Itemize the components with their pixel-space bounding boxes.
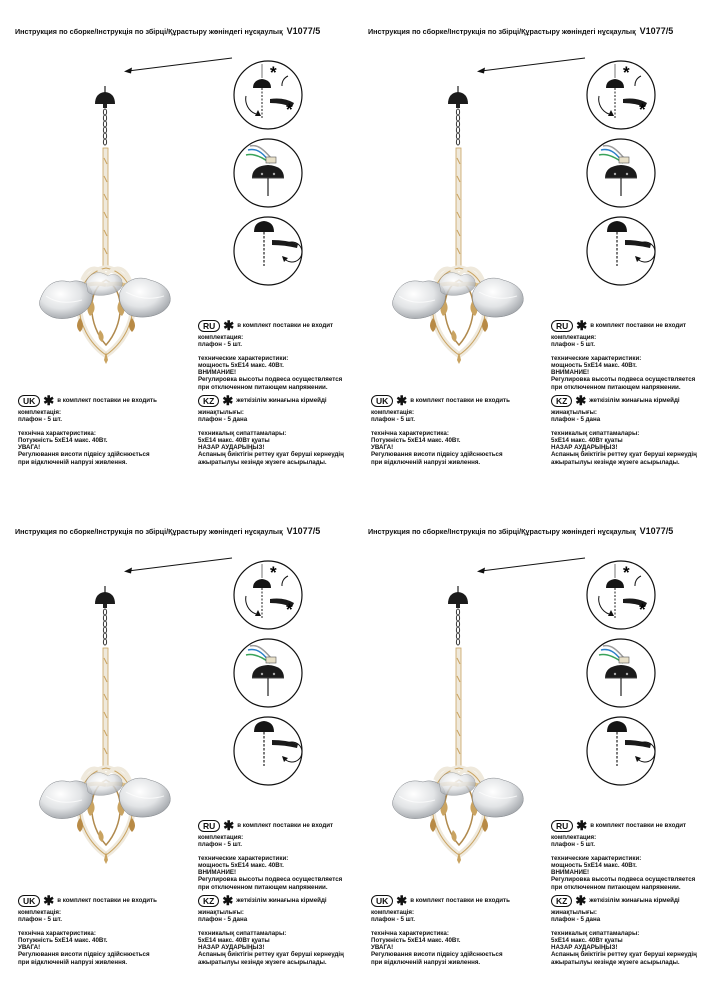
- kz-line-4: техникалық сипаттамалары:: [551, 929, 640, 937]
- chain-adjust-icon: [234, 717, 302, 785]
- asterisk-icon: *: [639, 100, 646, 119]
- kz-line-7: Аспаның биіктігін реттеу қуат беруші кернеудің: [551, 451, 697, 459]
- ru-line-0: в комплект поставки не входит: [237, 322, 334, 330]
- kz-line-7: Аспаның биіктігін реттеу қуат беруші кернеудің: [198, 451, 344, 459]
- uk-line-4: технічна характеристика:: [371, 929, 449, 937]
- uk-instructions: [371, 395, 510, 466]
- kz-line-0: жеткізілім жинағына кірмейді: [589, 397, 680, 405]
- asterisk-icon: *: [286, 600, 293, 619]
- asterisk-icon: ✱: [575, 893, 587, 908]
- uk-line-2: плафон - 5 шт.: [371, 916, 415, 924]
- kz-line-8: ажыратылуы кезінде жүзеге асырылады.: [198, 958, 327, 966]
- wire-connection-icon: [234, 639, 302, 707]
- wire-connection-icon: [587, 639, 655, 707]
- ceiling-canopy-icon: [448, 586, 468, 608]
- chain: [103, 109, 106, 145]
- uk-badge: UK: [371, 395, 393, 407]
- uk-line-1: комплектація:: [371, 409, 415, 416]
- ru-line-7: Регулировка высоты подвеса осуществляется: [198, 876, 343, 884]
- instruction-panel: [353, 0, 706, 500]
- uk-line-6: УВАГА!: [18, 444, 41, 452]
- kz-line-1: жинақтылығы:: [198, 909, 244, 916]
- asterisk-icon: *: [623, 563, 630, 582]
- ru-line-7: Регулировка высоты подвеса осуществляется: [551, 876, 696, 884]
- model-number: V1077/5: [286, 26, 321, 36]
- chain-adjust-icon: [234, 217, 302, 285]
- ru-line-1: комплектация:: [551, 334, 597, 341]
- title-text: Инструкция по сборке/Інструкція по збірці/Құрастыру жөніндегі нұсқаулық: [15, 527, 283, 536]
- chain-adjust-icon: [587, 717, 655, 785]
- ru-line-0: в комплект поставки не входит: [590, 322, 687, 330]
- ru-badge: RU: [198, 820, 220, 832]
- kz-line-2: плафон - 5 дана: [198, 416, 248, 424]
- ru-line-4: технические характеристики:: [551, 854, 642, 862]
- uk-line-5: Потужність 5xE14 макс. 40Вт.: [371, 436, 461, 444]
- kz-line-6: НАЗАР АУДАРЫҢЫЗ!: [551, 444, 618, 452]
- title-text: Инструкция по сборке/Інструкція по збірці/Құрастыру жөніндегі нұсқаулық: [368, 527, 636, 536]
- uk-line-6: УВАГА!: [371, 444, 394, 452]
- ru-line-5: мощность 5xE14 макс. 40Вт.: [198, 861, 284, 869]
- ru-instructions: [551, 820, 695, 891]
- uk-instructions: [18, 895, 157, 966]
- ru-line-4: технические характеристики:: [198, 354, 289, 362]
- instruction-panel: [0, 0, 353, 500]
- kz-line-1: жинақтылығы:: [551, 409, 597, 416]
- uk-line-6: УВАГА!: [371, 944, 394, 952]
- chain: [456, 109, 459, 145]
- asterisk-icon: ✱: [43, 893, 55, 908]
- uk-line-4: технічна характеристика:: [18, 429, 96, 437]
- ru-line-1: комплектация:: [198, 334, 244, 341]
- ru-line-7: Регулировка высоты подвеса осуществляется: [551, 376, 696, 384]
- uk-instructions: [371, 895, 510, 966]
- uk-line-1: комплектація:: [18, 409, 62, 416]
- pointer-arrow: [477, 558, 585, 574]
- ru-line-8: при отключенном питающем напряжении.: [198, 383, 328, 391]
- model-number: V1077/5: [639, 26, 674, 36]
- kz-line-7: Аспаның биіктігін реттеу қуат беруші кернеудің: [198, 951, 344, 959]
- chandelier-illustration: [39, 148, 170, 364]
- ru-line-2: плафон - 5 шт.: [198, 341, 242, 349]
- kz-line-1: жинақтылығы:: [551, 909, 597, 916]
- ru-line-4: технические характеристики:: [198, 854, 289, 862]
- ru-line-0: в комплект поставки не входит: [237, 822, 334, 830]
- ru-line-2: плафон - 5 шт.: [551, 841, 595, 849]
- kz-instructions: [198, 895, 344, 966]
- ru-line-6: ВНИМАНИЕ!: [551, 369, 590, 377]
- uk-line-2: плафон - 5 шт.: [18, 416, 62, 424]
- chandelier-illustration: [392, 648, 523, 864]
- uk-line-2: плафон - 5 шт.: [18, 916, 62, 924]
- uk-badge: UK: [371, 895, 393, 907]
- ru-line-6: ВНИМАНИЕ!: [198, 869, 237, 877]
- kz-line-8: ажыратылуы кезінде жүзеге асырылады.: [551, 958, 680, 966]
- uk-instructions: [18, 395, 157, 466]
- instruction-panel: [353, 500, 706, 1000]
- asterisk-icon: ✱: [223, 318, 235, 333]
- uk-line-2: плафон - 5 шт.: [371, 416, 415, 424]
- ru-instructions: [551, 320, 695, 391]
- uk-line-7: Регулювання висоти підвісу здійснюється: [18, 951, 150, 959]
- kz-line-8: ажыратылуы кезінде жүзеге асырылады.: [198, 458, 327, 466]
- uk-line-0: в комплект поставки не входить: [410, 397, 510, 405]
- uk-line-0: в комплект поставки не входить: [57, 397, 157, 405]
- ru-line-7: Регулировка высоты подвеса осуществляется: [198, 376, 343, 384]
- kz-line-0: жеткізілім жинағына кірмейді: [589, 897, 680, 905]
- wire-connection-icon: [234, 139, 302, 207]
- ru-line-5: мощность 5xE14 макс. 40Вт.: [551, 361, 637, 369]
- ceiling-canopy-icon: [95, 586, 115, 608]
- pointer-arrow: [124, 558, 232, 574]
- kz-line-4: техникалық сипаттамалары:: [198, 929, 287, 937]
- kz-line-6: НАЗАР АУДАРЫҢЫЗ!: [198, 444, 265, 452]
- kz-line-5: 5xE14 макс. 40Вт қуаты: [551, 936, 623, 944]
- asterisk-icon: ✱: [223, 818, 235, 833]
- uk-line-5: Потужність 5xE14 макс. 40Вт.: [18, 436, 108, 444]
- kz-line-0: жеткізілім жинағына кірмейді: [236, 397, 327, 405]
- uk-line-0: в комплект поставки не входить: [57, 897, 157, 905]
- uk-line-7: Регулювання висоти підвісу здійснюється: [371, 951, 503, 959]
- uk-line-6: УВАГА!: [18, 944, 41, 952]
- kz-badge: KZ: [198, 895, 219, 907]
- ru-line-0: в комплект поставки не входит: [590, 822, 687, 830]
- kz-line-6: НАЗАР АУДАРЫҢЫЗ!: [198, 944, 265, 952]
- kz-line-1: жинақтылығы:: [198, 409, 244, 416]
- ru-line-5: мощность 5xE14 макс. 40Вт.: [198, 361, 284, 369]
- instruction-panel: [0, 500, 353, 1000]
- asterisk-icon: ✱: [396, 893, 408, 908]
- asterisk-icon: *: [286, 100, 293, 119]
- ceiling-canopy-icon: [95, 86, 115, 108]
- ru-badge: RU: [551, 320, 573, 332]
- kz-badge: KZ: [198, 395, 219, 407]
- ru-badge: RU: [551, 820, 573, 832]
- asterisk-icon: *: [623, 63, 630, 82]
- asterisk-icon: ✱: [576, 318, 588, 333]
- uk-line-8: при відключеній напрузі живлення.: [18, 458, 128, 466]
- uk-line-1: комплектація:: [371, 909, 415, 916]
- kz-line-6: НАЗАР АУДАРЫҢЫЗ!: [551, 944, 618, 952]
- ru-line-6: ВНИМАНИЕ!: [198, 369, 237, 377]
- kz-instructions: [198, 395, 344, 466]
- model-number: V1077/5: [286, 526, 321, 536]
- uk-badge: UK: [18, 895, 40, 907]
- ru-line-2: плафон - 5 шт.: [198, 841, 242, 849]
- kz-line-4: техникалық сипаттамалары:: [551, 429, 640, 437]
- uk-line-5: Потужність 5xE14 макс. 40Вт.: [18, 936, 108, 944]
- uk-badge: UK: [18, 395, 40, 407]
- asterisk-icon: ✱: [43, 393, 55, 408]
- title-text: Инструкция по сборке/Інструкція по збірці/Құрастыру жөніндегі нұсқаулық: [15, 27, 283, 36]
- kz-line-2: плафон - 5 дана: [198, 916, 248, 924]
- model-number: V1077/5: [639, 526, 674, 536]
- asterisk-icon: *: [270, 63, 277, 82]
- asterisk-icon: ✱: [575, 393, 587, 408]
- chain: [456, 609, 459, 645]
- ru-line-5: мощность 5xE14 макс. 40Вт.: [551, 861, 637, 869]
- asterisk-icon: ✱: [222, 893, 234, 908]
- kz-line-5: 5xE14 макс. 40Вт қуаты: [551, 436, 623, 444]
- uk-line-5: Потужність 5xE14 макс. 40Вт.: [371, 936, 461, 944]
- chain-adjust-icon: [587, 217, 655, 285]
- pointer-arrow: [124, 58, 232, 74]
- asterisk-icon: ✱: [222, 393, 234, 408]
- ru-instructions: [198, 320, 342, 391]
- uk-line-1: комплектація:: [18, 909, 62, 916]
- uk-line-0: в комплект поставки не входить: [410, 897, 510, 905]
- kz-badge: KZ: [551, 895, 572, 907]
- kz-line-0: жеткізілім жинағына кірмейді: [236, 897, 327, 905]
- kz-line-7: Аспаның биіктігін реттеу қуат беруші кернеудің: [551, 951, 697, 959]
- title-text: Инструкция по сборке/Інструкція по збірці/Құрастыру жөніндегі нұсқаулық: [368, 27, 636, 36]
- asterisk-icon: ✱: [576, 818, 588, 833]
- ru-line-1: комплектация:: [198, 834, 244, 841]
- uk-line-4: технічна характеристика:: [18, 929, 96, 937]
- kz-line-2: плафон - 5 дана: [551, 916, 601, 924]
- ru-line-8: при отключенном питающем напряжении.: [551, 383, 681, 391]
- ru-line-6: ВНИМАНИЕ!: [551, 869, 590, 877]
- ru-instructions: [198, 820, 342, 891]
- ru-line-8: при отключенном питающем напряжении.: [198, 883, 328, 891]
- chandelier-illustration: [39, 648, 170, 864]
- uk-line-4: технічна характеристика:: [371, 429, 449, 437]
- wire-connection-icon: [587, 139, 655, 207]
- ru-line-8: при отключенном питающем напряжении.: [551, 883, 681, 891]
- ru-line-4: технические характеристики:: [551, 354, 642, 362]
- uk-line-8: при відключеній напрузі живлення.: [18, 958, 128, 966]
- chandelier-illustration: [392, 148, 523, 364]
- pointer-arrow: [477, 58, 585, 74]
- kz-line-2: плафон - 5 дана: [551, 416, 601, 424]
- ru-line-1: комплектация:: [551, 834, 597, 841]
- ru-badge: RU: [198, 320, 220, 332]
- ceiling-canopy-icon: [448, 86, 468, 108]
- kz-line-5: 5xE14 макс. 40Вт қуаты: [198, 436, 270, 444]
- ru-line-2: плафон - 5 шт.: [551, 341, 595, 349]
- asterisk-icon: ✱: [396, 393, 408, 408]
- kz-line-4: техникалық сипаттамалары:: [198, 429, 287, 437]
- uk-line-8: при відключеній напрузі живлення.: [371, 458, 481, 466]
- kz-badge: KZ: [551, 395, 572, 407]
- chain: [103, 609, 106, 645]
- uk-line-8: при відключеній напрузі живлення.: [371, 958, 481, 966]
- uk-line-7: Регулювання висоти підвісу здійснюється: [18, 451, 150, 459]
- kz-line-8: ажыратылуы кезінде жүзеге асырылады.: [551, 458, 680, 466]
- asterisk-icon: *: [639, 600, 646, 619]
- uk-line-7: Регулювання висоти підвісу здійснюється: [371, 451, 503, 459]
- kz-line-5: 5xE14 макс. 40Вт қуаты: [198, 936, 270, 944]
- kz-instructions: [551, 895, 697, 966]
- asterisk-icon: *: [270, 563, 277, 582]
- kz-instructions: [551, 395, 697, 466]
